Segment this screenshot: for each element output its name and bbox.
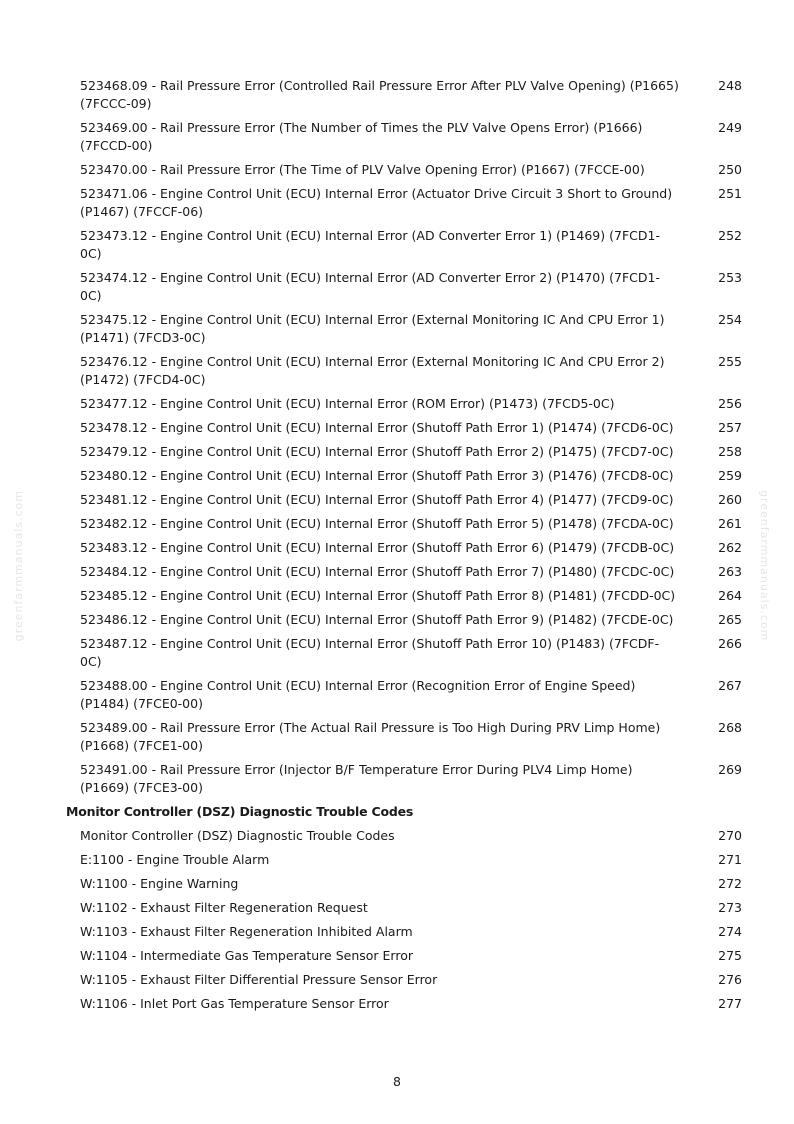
toc-entry-title[interactable]: 523474.12 - Engine Control Unit (ECU) Internal Error (AD Converter Error 2) (P1470) (7FCD1-0C) — [80, 270, 660, 303]
toc-entry-page[interactable]: 250 — [718, 162, 742, 177]
toc-entry-title[interactable]: 523478.12 - Engine Control Unit (ECU) Internal Error (Shutoff Path Error 1) (P1474) (7FCD6-0C) — [80, 420, 674, 435]
toc-entry-title[interactable]: Monitor Controller (DSZ) Diagnostic Trouble Codes — [80, 828, 395, 843]
table-of-contents — [0, 77, 794, 1019]
toc-entry[interactable] — [0, 443, 794, 461]
toc-entry-title[interactable]: 523484.12 - Engine Control Unit (ECU) Internal Error (Shutoff Path Error 7) (P1480) (7FCDC-0C) — [80, 564, 675, 579]
toc-entry-page[interactable]: 253 — [718, 270, 742, 285]
toc-entry-page[interactable]: 268 — [718, 720, 742, 735]
toc-entry-page[interactable]: 256 — [718, 396, 742, 411]
toc-entry-title[interactable]: 523468.09 - Rail Pressure Error (Controlled Rail Pressure Error After PLV Valve Opening) (P1665) (7FCCC-09) — [80, 78, 679, 111]
toc-group-ecu-errors — [0, 77, 794, 797]
toc-entry-page[interactable]: 276 — [718, 972, 742, 987]
toc-entry-title[interactable]: 523482.12 - Engine Control Unit (ECU) Internal Error (Shutoff Path Error 5) (P1478) (7FCDA-0C) — [80, 516, 674, 531]
toc-entry-title[interactable]: 523485.12 - Engine Control Unit (ECU) Internal Error (Shutoff Path Error 8) (P1481) (7FCDD-0C) — [80, 588, 676, 603]
toc-entry[interactable] — [0, 491, 794, 509]
toc-entry[interactable] — [0, 161, 794, 179]
toc-entry[interactable] — [0, 515, 794, 533]
toc-entry-page[interactable]: 272 — [718, 876, 742, 891]
toc-entry[interactable] — [0, 677, 794, 713]
toc-entry[interactable] — [0, 899, 794, 917]
section-heading[interactable]: Monitor Controller (DSZ) Diagnostic Trouble Codes — [66, 804, 414, 819]
watermark-left: greenfarmmanuals.com — [12, 490, 25, 642]
toc-entry-page[interactable]: 254 — [718, 312, 742, 327]
toc-entry-title[interactable]: W:1100 - Engine Warning — [80, 876, 239, 891]
toc-entry[interactable] — [0, 353, 794, 389]
toc-entry-title[interactable]: 523471.06 - Engine Control Unit (ECU) Internal Error (Actuator Drive Circuit 3 Short to Ground) (P1467) (7FCCF-06) — [80, 186, 673, 219]
toc-entry-title[interactable]: 523469.00 - Rail Pressure Error (The Number of Times the PLV Valve Opens Error) (P1666) (7FCCD-00) — [80, 120, 643, 153]
toc-entry[interactable] — [0, 719, 794, 755]
toc-entry-page[interactable]: 249 — [718, 120, 742, 135]
toc-entry-page[interactable]: 274 — [718, 924, 742, 939]
toc-entry-title[interactable]: W:1103 - Exhaust Filter Regeneration Inhibited Alarm — [80, 924, 413, 939]
toc-entry[interactable] — [0, 395, 794, 413]
toc-entry-page[interactable]: 251 — [718, 186, 742, 201]
toc-entry[interactable] — [0, 761, 794, 797]
toc-entry[interactable] — [0, 827, 794, 845]
toc-entry[interactable] — [0, 587, 794, 605]
toc-entry[interactable] — [0, 923, 794, 941]
toc-entry-title[interactable]: W:1102 - Exhaust Filter Regeneration Request — [80, 900, 368, 915]
toc-entry[interactable] — [0, 995, 794, 1013]
toc-entry-title[interactable]: W:1105 - Exhaust Filter Differential Pressure Sensor Error — [80, 972, 438, 987]
toc-entry[interactable] — [0, 635, 794, 671]
toc-group-monitor-codes — [0, 827, 794, 1013]
toc-entry[interactable] — [0, 467, 794, 485]
toc-entry[interactable] — [0, 611, 794, 629]
toc-entry[interactable] — [0, 269, 794, 305]
toc-entry[interactable] — [0, 227, 794, 263]
toc-entry-title[interactable]: 523473.12 - Engine Control Unit (ECU) Internal Error (AD Converter Error 1) (P1469) (7FCD1-0C) — [80, 228, 660, 261]
toc-entry-page[interactable]: 273 — [718, 900, 742, 915]
toc-entry-title[interactable]: 523476.12 - Engine Control Unit (ECU) Internal Error (External Monitoring IC And CPU Error 2) (P1472) (7FCD4-0C) — [80, 354, 665, 387]
toc-entry[interactable] — [0, 851, 794, 869]
toc-entry-title[interactable]: 523479.12 - Engine Control Unit (ECU) Internal Error (Shutoff Path Error 2) (P1475) (7FCD7-0C) — [80, 444, 674, 459]
toc-entry[interactable] — [0, 77, 794, 113]
toc-entry-title[interactable]: 523483.12 - Engine Control Unit (ECU) Internal Error (Shutoff Path Error 6) (P1479) (7FCDB-0C) — [80, 540, 675, 555]
toc-entry-page[interactable]: 271 — [718, 852, 742, 867]
toc-entry[interactable] — [0, 119, 794, 155]
toc-entry-page[interactable]: 265 — [718, 612, 742, 627]
toc-entry[interactable] — [0, 971, 794, 989]
toc-entry-title[interactable]: 523470.00 - Rail Pressure Error (The Time of PLV Valve Opening Error) (P1667) (7FCCE-00) — [80, 162, 645, 177]
toc-entry[interactable] — [0, 311, 794, 347]
page-number: 8 — [393, 1074, 401, 1089]
toc-entry-page[interactable]: 264 — [718, 588, 742, 603]
toc-entry[interactable] — [0, 875, 794, 893]
toc-entry-page[interactable]: 248 — [718, 78, 742, 93]
toc-entry-page[interactable]: 255 — [718, 354, 742, 369]
toc-entry-title[interactable]: 523486.12 - Engine Control Unit (ECU) Internal Error (Shutoff Path Error 9) (P1482) (7FCDE-0C) — [80, 612, 674, 627]
toc-entry-page[interactable]: 257 — [718, 420, 742, 435]
toc-entry-title[interactable]: 523477.12 - Engine Control Unit (ECU) Internal Error (ROM Error) (P1473) (7FCD5-0C) — [80, 396, 615, 411]
toc-entry[interactable] — [0, 563, 794, 581]
toc-entry-title[interactable]: 523488.00 - Engine Control Unit (ECU) Internal Error (Recognition Error of Engine Speed) (P1484) (7FCE0-00) — [80, 678, 636, 711]
toc-entry[interactable] — [0, 185, 794, 221]
toc-entry-page[interactable]: 260 — [718, 492, 742, 507]
toc-entry-title[interactable]: W:1106 - Inlet Port Gas Temperature Sensor Error — [80, 996, 389, 1011]
toc-entry-page[interactable]: 263 — [718, 564, 742, 579]
toc-entry-page[interactable]: 270 — [718, 828, 742, 843]
toc-entry-page[interactable]: 252 — [718, 228, 742, 243]
toc-entry[interactable] — [0, 947, 794, 965]
toc-entry-title[interactable]: W:1104 - Intermediate Gas Temperature Sensor Error — [80, 948, 414, 963]
toc-entry-title[interactable]: 523475.12 - Engine Control Unit (ECU) Internal Error (External Monitoring IC And CPU Error 1) (P1471) (7FCD3-0C) — [80, 312, 665, 345]
toc-entry-title[interactable]: 523489.00 - Rail Pressure Error (The Actual Rail Pressure is Too High During PRV Limp Home) (P1668) (7FCE1-00) — [80, 720, 661, 753]
toc-entry-page[interactable]: 262 — [718, 540, 742, 555]
toc-entry-page[interactable]: 275 — [718, 948, 742, 963]
toc-entry-page[interactable]: 269 — [718, 762, 742, 777]
toc-entry-title[interactable]: 523480.12 - Engine Control Unit (ECU) Internal Error (Shutoff Path Error 3) (P1476) (7FCD8-0C) — [80, 468, 674, 483]
toc-entry-page[interactable]: 277 — [718, 996, 742, 1011]
toc-entry-title[interactable]: 523491.00 - Rail Pressure Error (Injector B/F Temperature Error During PLV4 Limp Home) (P1669) (7FCE3-00) — [80, 762, 633, 795]
toc-entry-page[interactable]: 267 — [718, 678, 742, 693]
toc-entry-title[interactable]: E:1100 - Engine Trouble Alarm — [80, 852, 270, 867]
toc-entry-page[interactable]: 266 — [718, 636, 742, 651]
toc-entry-page[interactable]: 258 — [718, 444, 742, 459]
toc-entry[interactable] — [0, 419, 794, 437]
toc-entry-title[interactable]: 523481.12 - Engine Control Unit (ECU) Internal Error (Shutoff Path Error 4) (P1477) (7FCD9-0C) — [80, 492, 674, 507]
toc-entry-page[interactable]: 259 — [718, 468, 742, 483]
watermark-right: greenfarmmanuals.com — [758, 490, 771, 642]
toc-entry-title[interactable]: 523487.12 - Engine Control Unit (ECU) Internal Error (Shutoff Path Error 10) (P1483) (7FCDF-0C) — [80, 636, 660, 669]
toc-entry[interactable] — [0, 539, 794, 557]
toc-entry-page[interactable]: 261 — [718, 516, 742, 531]
